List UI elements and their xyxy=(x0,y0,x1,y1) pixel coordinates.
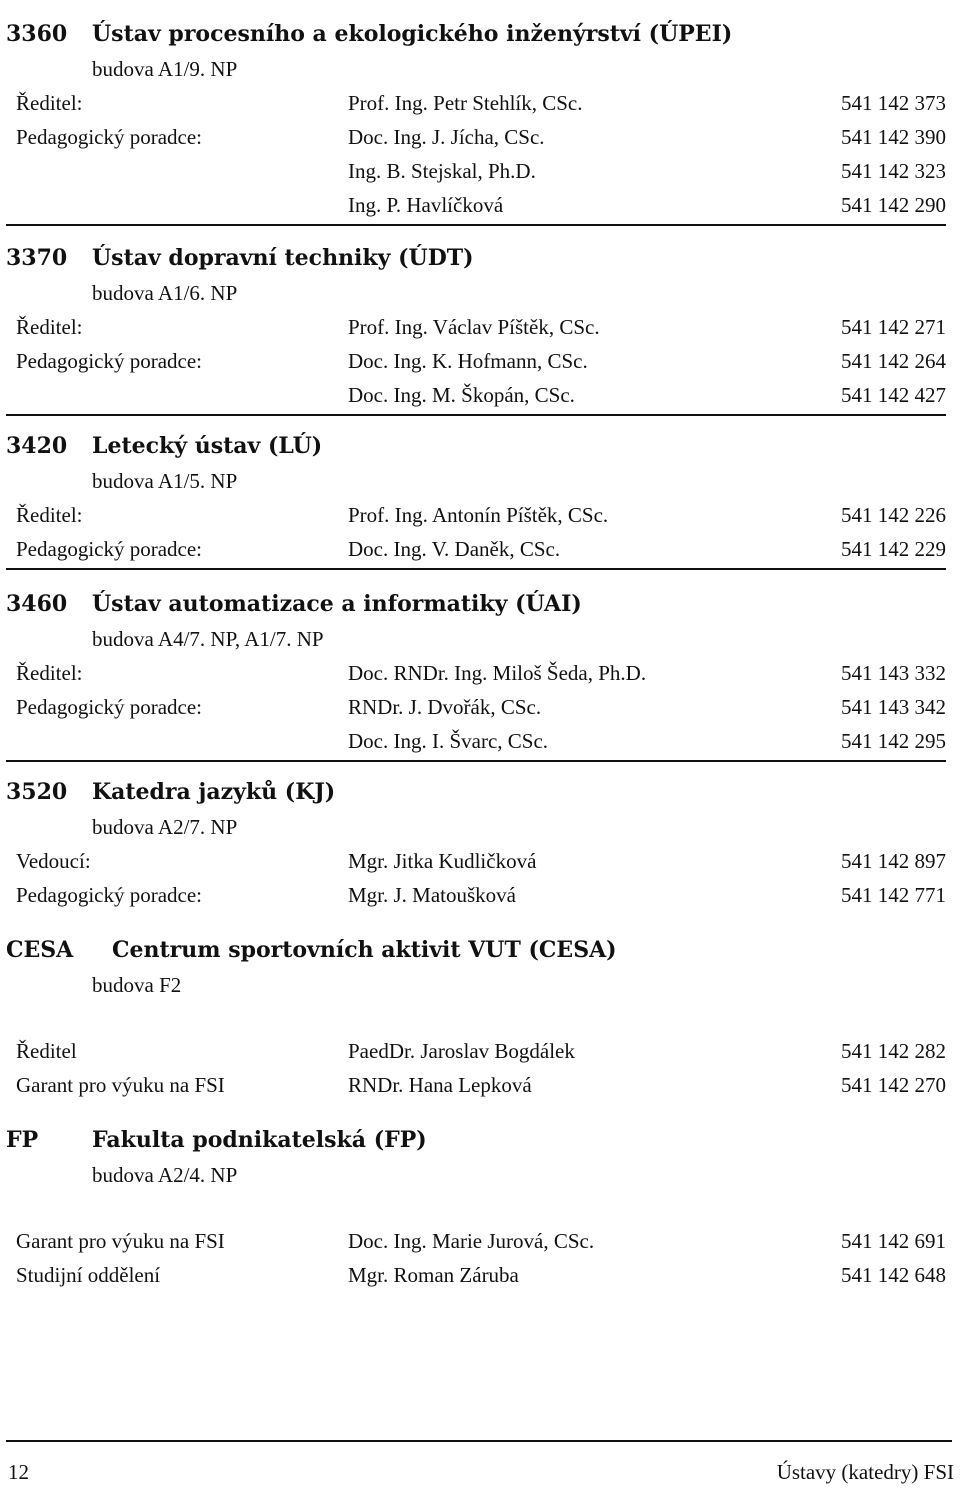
contact-name: Doc. RNDr. Ing. Miloš Šeda, Ph.D. xyxy=(348,661,647,685)
department-section-3370 xyxy=(6,240,946,416)
contact-phone: 541 142 271 xyxy=(841,315,946,339)
department-section-3420 xyxy=(6,428,946,570)
department-title: Letecký ústav (LÚ) xyxy=(92,433,323,459)
department-code: 3360 xyxy=(6,21,68,47)
contact-name: Ing. B. Stejskal, Ph.D. xyxy=(348,159,536,183)
contact-name: Prof. Ing. Václav Píštěk, CSc. xyxy=(348,315,600,339)
department-code: 3370 xyxy=(6,245,68,271)
department-title: Ústav automatizace a informatiky (ÚAI) xyxy=(92,591,582,617)
department-title: Katedra jazyků (KJ) xyxy=(92,779,336,805)
contact-role: Pedagogický poradce: xyxy=(16,349,203,373)
contact-name: Doc. Ing. K. Hofmann, CSc. xyxy=(348,349,588,373)
building-location: budova F2 xyxy=(92,973,182,997)
contact-row xyxy=(6,378,946,412)
department-code: 3520 xyxy=(6,779,68,805)
section-divider xyxy=(6,414,946,416)
contact-row xyxy=(6,310,946,344)
contact-row xyxy=(6,1034,946,1068)
contact-role: Garant pro výuku na FSI xyxy=(16,1229,225,1253)
contact-name: Doc. Ing. M. Škopán, CSc. xyxy=(348,383,575,407)
footer-divider xyxy=(6,1440,952,1442)
contact-role: Pedagogický poradce: xyxy=(16,883,203,907)
department-section-cesa xyxy=(6,932,946,1102)
contact-name: PaedDr. Jaroslav Bogdálek xyxy=(348,1039,575,1063)
department-heading xyxy=(6,586,946,622)
contact-role: Vedoucí: xyxy=(16,849,91,873)
department-heading xyxy=(6,16,946,52)
contact-phone: 541 142 897 xyxy=(841,849,946,873)
contact-name: RNDr. J. Dvořák, CSc. xyxy=(348,695,542,719)
contact-row xyxy=(6,154,946,188)
contact-role: Ředitel: xyxy=(16,661,83,685)
contact-phone: 541 143 332 xyxy=(841,661,946,685)
contact-name: Ing. P. Havlíčková xyxy=(348,193,504,217)
contact-phone: 541 143 342 xyxy=(841,695,946,719)
contact-row xyxy=(6,724,946,758)
contact-phone: 541 142 229 xyxy=(841,537,946,561)
section-divider xyxy=(6,224,946,226)
contact-name: Prof. Ing. Petr Stehlík, CSc. xyxy=(348,91,583,115)
contact-name: RNDr. Hana Lepková xyxy=(348,1073,532,1097)
department-code: 3460 xyxy=(6,591,68,617)
contact-phone: 541 142 270 xyxy=(841,1073,946,1097)
contact-phone: 541 142 295 xyxy=(841,729,946,753)
contact-name: Prof. Ing. Antonín Píštěk, CSc. xyxy=(348,503,609,527)
contact-row xyxy=(6,1068,946,1102)
contact-name: Doc. Ing. V. Daněk, CSc. xyxy=(348,537,561,561)
contact-row xyxy=(6,1258,946,1292)
contact-row xyxy=(6,120,946,154)
contact-row xyxy=(6,1224,946,1258)
building-location: budova A4/7. NP, A1/7. NP xyxy=(92,627,324,651)
department-section-3460 xyxy=(6,586,946,762)
contact-role: Ředitel: xyxy=(16,503,83,527)
page-number: 12 xyxy=(8,1460,29,1484)
department-heading xyxy=(6,774,946,810)
contact-name: Mgr. Roman Záruba xyxy=(348,1263,519,1287)
department-title: Fakulta podnikatelská (FP) xyxy=(92,1127,427,1153)
department-section-3520 xyxy=(6,774,946,912)
contact-name: Doc. Ing. J. Jícha, CSc. xyxy=(348,125,545,149)
building-location: budova A2/7. NP xyxy=(92,815,238,839)
section-divider xyxy=(6,568,946,570)
contact-role: Garant pro výuku na FSI xyxy=(16,1073,225,1097)
department-title: Centrum sportovních aktivit VUT (CESA) xyxy=(112,937,617,963)
contact-phone: 541 142 226 xyxy=(841,503,946,527)
building-location: budova A2/4. NP xyxy=(92,1163,238,1187)
contact-role: Pedagogický poradce: xyxy=(16,125,203,149)
contact-row xyxy=(6,690,946,724)
contact-row xyxy=(6,86,946,120)
contact-row xyxy=(6,344,946,378)
contact-name: Doc. Ing. Marie Jurová, CSc. xyxy=(348,1229,595,1253)
department-section-3360 xyxy=(6,16,946,226)
contact-phone: 541 142 323 xyxy=(841,159,946,183)
contact-role: Studijní oddělení xyxy=(16,1263,161,1287)
contact-role: Ředitel: xyxy=(16,91,83,115)
contact-role: Ředitel: xyxy=(16,315,83,339)
contact-phone: 541 142 648 xyxy=(841,1263,946,1287)
contact-row xyxy=(6,532,946,566)
building-location: budova A1/6. NP xyxy=(92,281,238,305)
contact-role: Pedagogický poradce: xyxy=(16,695,203,719)
contact-row xyxy=(6,878,946,912)
contact-phone: 541 142 771 xyxy=(841,883,946,907)
contact-phone: 541 142 427 xyxy=(841,383,946,407)
department-code: CESA xyxy=(6,937,74,963)
contact-phone: 541 142 282 xyxy=(841,1039,946,1063)
contact-row xyxy=(6,498,946,532)
contact-phone: 541 142 691 xyxy=(841,1229,946,1253)
building-location: budova A1/9. NP xyxy=(92,57,238,81)
contact-name: Mgr. Jitka Kudličková xyxy=(348,849,537,873)
contact-name: Doc. Ing. I. Švarc, CSc. xyxy=(348,729,549,753)
running-title: Ústavy (katedry) FSI xyxy=(776,1460,954,1484)
building-location: budova A1/5. NP xyxy=(92,469,238,493)
contact-phone: 541 142 290 xyxy=(841,193,946,217)
section-divider xyxy=(6,760,946,762)
contact-row xyxy=(6,656,946,690)
contact-row xyxy=(6,188,946,222)
contact-row xyxy=(6,844,946,878)
department-heading xyxy=(6,240,946,276)
contact-role: Pedagogický poradce: xyxy=(16,537,203,561)
department-code: FP xyxy=(6,1127,39,1153)
contact-phone: 541 142 390 xyxy=(841,125,946,149)
contact-phone: 541 142 373 xyxy=(841,91,946,115)
contact-phone: 541 142 264 xyxy=(841,349,946,373)
department-heading xyxy=(6,428,946,464)
department-heading xyxy=(6,1122,946,1158)
department-section-fp xyxy=(6,1122,946,1292)
department-title: Ústav procesního a ekologického inženýrství (ÚPEI) xyxy=(92,21,733,47)
department-title: Ústav dopravní techniky (ÚDT) xyxy=(92,245,474,271)
contact-name: Mgr. J. Matoušková xyxy=(348,883,516,907)
department-code: 3420 xyxy=(6,433,68,459)
contact-role: Ředitel xyxy=(16,1039,77,1063)
department-heading xyxy=(6,932,946,968)
